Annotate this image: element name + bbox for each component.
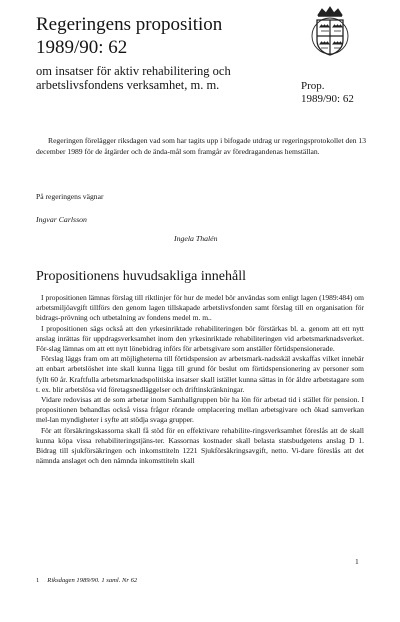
intro-paragraph: Regeringen förelägger riksdagen vad som har tagits upp i bifogade utdrag ur regeringsprotokollet den 13 december 1989 för de åtgärder och de ända-mål som framgår av föredragandenas hemställan. (36, 136, 366, 157)
prop-label: Prop. (301, 80, 325, 92)
body-paragraph: Vidare redovisas att de som arbetar inom Samhallgruppen bör ha lön för arbetad tid i stället för pension. I propositionen behandlas också vissa frågor rörande omplacering mellan arbetsgivare och ökad samverkan mel-lan myndigheter i syfte att stödja svaga grupper. (36, 395, 364, 425)
body-paragraph: I propositionen lämnas förslag till riktlinjer för hur de medel bör användas som enligt lagen (1989:484) om arbetsmiljöavgift tillförs den genom lagen tillskapade arbetslivsfonden samt förslag till en organisation för bidrags-prövning och utbetalning av fondens medel m. m.. (36, 293, 364, 323)
section-heading: Propositionens huvudsakliga innehåll (36, 269, 246, 284)
footnote-number: 1 (36, 577, 40, 584)
footnote (36, 577, 137, 585)
prop-number: 1989/90: 62 (301, 93, 354, 105)
body-paragraph: I propositionen sägs också att den yrkesinriktade rehabiliteringen bör förstärkas bl. a. genom att ett nytt anslag inrättas för uppdragsverksamhet inom den yrkesinriktade rehabiliteringen vid arbetsmarknadsverket. För-slag lämnas om att ett nytt lönebidrag införs för arbetsgivare som anställer förtidspensionerade. (36, 323, 364, 354)
page-number: 1 (355, 557, 359, 566)
body-paragraph: Förslag läggs fram om att möjligheterna till förtidspension av arbetsmark-nadsskäl avskaffas vilket innebär att enbart arbetslöshet inte skall kunna ligga till grund för beslut om förtidspensionering av personer som fyllt 60 år. Kraftfulla arbetsmarknadspolitiska insatser skall istället kunna sättas in för äldre arbetstagare som t. ex. blir arbetslösa vid företagsnedläggelser och driftinskränkningar. (36, 354, 364, 394)
on-behalf-line: På regeringens vägnar (36, 192, 104, 201)
section-body (36, 293, 364, 466)
document-subtitle: om insatser för aktiv rehabilitering och arbetslivsfondens verksamhet, m. m. (36, 64, 231, 92)
body-paragraph: För att försäkringskassorna skall få stöd för en effektivare rehabilite-ringsverksamhet föreslås att de skall kunna köpa vissa rehabiliteringstjäns-ter. Kassornas kostnader skall belasta statsbudgetens anslag D 1. Bidrag till sjukförsäkringen och inkomsttiteln 1221 Sjukförsäkringsavgift, netto. Vi-dare föreslås att det nämnda anslaget och den nämnda inkomsttiteln skall (36, 425, 364, 466)
signature-minister: Ingela Thalén (174, 234, 218, 243)
document-title: Regeringens proposition (36, 14, 223, 35)
signature-prime-minister: Ingvar Carlsson (36, 215, 87, 224)
footnote-source: Riksdagen 1989/90. 1 saml. Nr 62 (47, 577, 138, 584)
swedish-crest-icon (308, 6, 352, 58)
proposition-number-title: 1989/90: 62 (36, 37, 128, 58)
proposition-reference (301, 80, 354, 106)
